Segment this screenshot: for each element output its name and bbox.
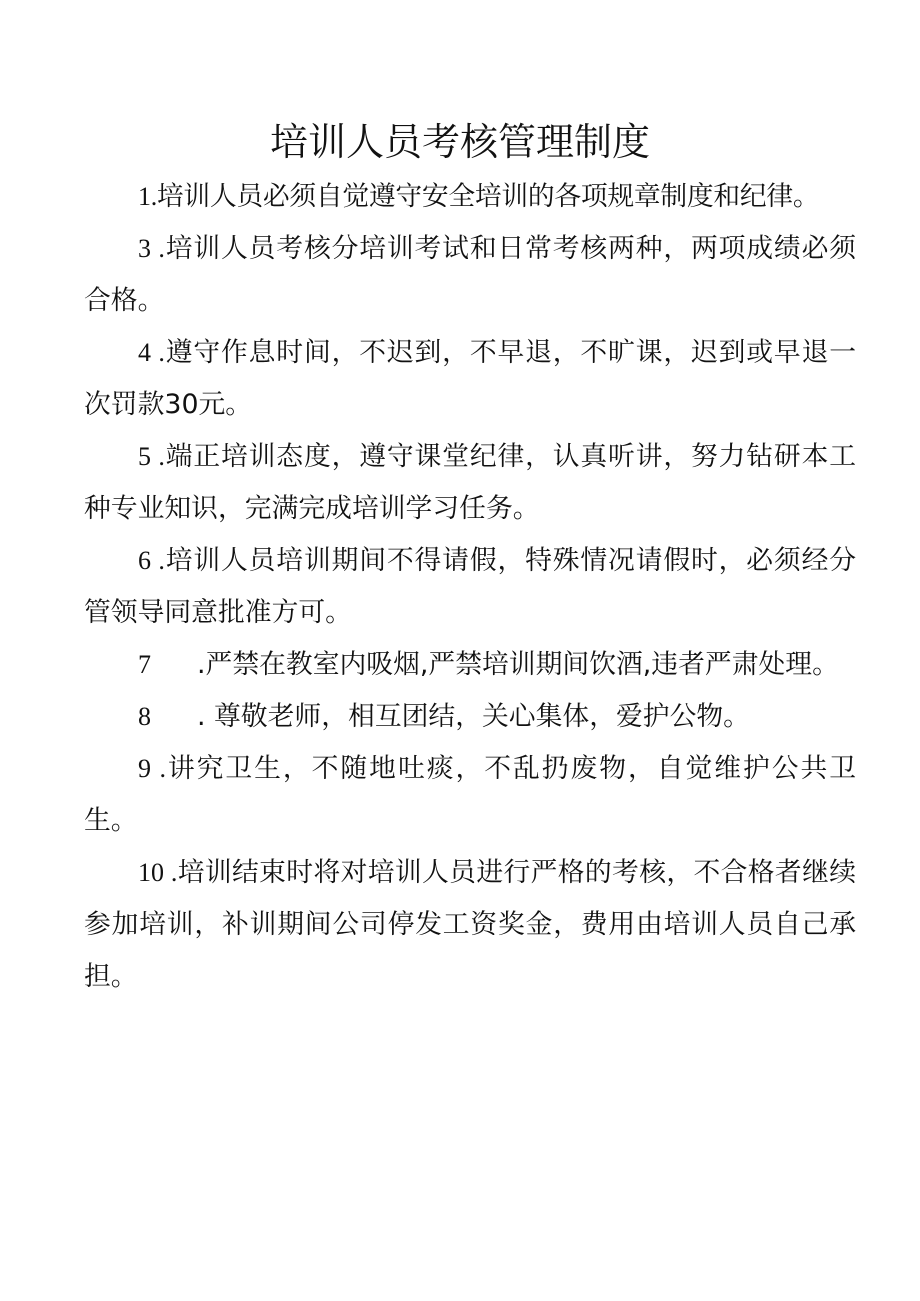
list-item-3 — [84, 223, 856, 327]
item-text: 培训人员培训期间不得请假，特殊情况请假时，必须经分管领导同意批准方可。 — [84, 545, 857, 628]
list-item-4 — [84, 327, 856, 431]
item-text: 培训结束时将对培训人员进行严格的考核，不合格者继续参加培训，补训期间公司停发工资奖金，费用由培训人员自己承担。 — [84, 857, 857, 992]
item-number: 3 . — [138, 234, 165, 263]
document-body — [84, 171, 856, 1003]
item-text: 培训人员必须自觉遵守安全培训的各项规章制度和纪律。 — [156, 181, 820, 212]
item-text: 端正培训态度，遵守课堂纪律，认真听讲，努力钻研本工种专业知识，完满完成培训学习任务。 — [84, 441, 857, 524]
item-number: 4 . — [138, 338, 165, 367]
list-item-1 — [84, 171, 856, 223]
item-number: 7 — [138, 650, 151, 679]
list-item-10 — [84, 847, 856, 1003]
list-item-7 — [84, 639, 856, 691]
list-item-8 — [84, 691, 856, 743]
list-item-5 — [84, 431, 856, 535]
item-number: 8 — [138, 702, 151, 731]
list-item-9 — [84, 743, 856, 847]
list-item-6 — [84, 535, 856, 639]
item-text: . 尊敬老师，相互团结，关心集体，爱护公物。 — [197, 701, 750, 732]
document-title: 培训人员考核管理制度 — [269, 120, 650, 164]
item-text: .严禁在教室内吸烟,严禁培训期间饮酒,违者严肃处理。 — [197, 649, 839, 680]
item-number: 10 . — [138, 858, 178, 887]
item-text: 遵守作息时间，不迟到，不早退，不旷课，迟到或早退一次罚款30元。 — [84, 337, 857, 420]
item-number: 1. — [138, 182, 157, 211]
item-text: 培训人员考核分培训考试和日常考核两种，两项成绩必须合格。 — [84, 233, 857, 316]
item-number: 6 . — [138, 546, 165, 575]
item-text: 讲究卫生，不随地吐痰，不乱扔废物，自觉维护公共卫生。 — [84, 753, 857, 836]
item-number: 5 . — [138, 442, 165, 471]
item-number: 9 . — [138, 754, 166, 783]
